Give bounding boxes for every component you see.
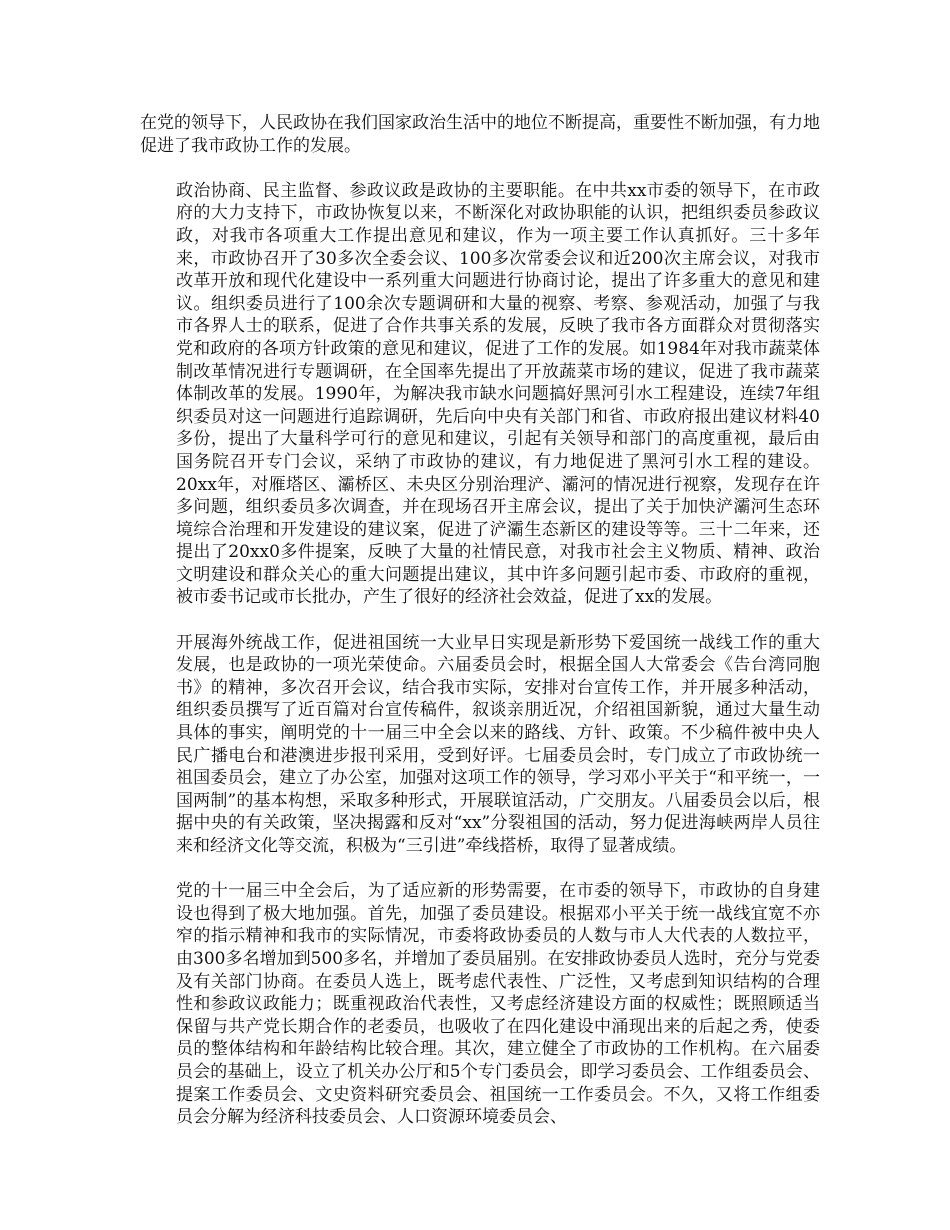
paragraph-spacer xyxy=(140,609,820,632)
paragraph-functions: 政治协商、民主监督、参政议政是政协的主要职能。在中共xx市委的领导下，在市政府的大力支持下，市政协恢复以来，不断深化对政协职能的认识，把组织委员参政议政，对我市各项重大工作提出意见和建议，作为一项主要工作认真抓好。三十多年来，市政协召开了30多次全委会议、100多次常委会议和近200次主席会议，对我市改革开放和现代化建设中一系列重大问题进行协商讨论，提出了许多重大的意见和建议。组织委员进行了100余次专题调研和大量的视察、考察、参观活动，加强了与我市各界人士的联系，促进了合作共事关系的发展，反映了我市各方面群众对贯彻落实党和政府的各项方针政策的意见和建议，促进了工作的发展。如1984年对我市蔬菜体制改革情况进行专题调研，在全国率先提出了开放蔬菜市场的建议，促进了我市蔬菜体制改革的发展。1990年，为解决我市缺水问题搞好黑河引水工程建设，连续7年组织委员对这一问题进行追踪调研，先后向中央有关部门和省、市政府报出建议材料40多份，提出了大量科学可行的意见和建议，引起有关领导和部门的高度重视，最后由国务院召开专门会议，采纳了市政协的建议，有力地促进了黑河引水工程的建设。20xx年，对雁塔区、灞桥区、未央区分别治理浐、灞河的情况进行视察，发现存在许多问题，组织委员多次调查，并在现场召开主席会议，提出了关于加快浐灞河生态环境综合治理和开发建设的建议案，促进了浐灞生态新区的建设等等。三十二年来，还提出了20xx0多件提案，反映了大量的社情民意，对我市社会主义物质、精神、政治文明建设和群众关心的重大问题提出建议，其中许多问题引起市委、市政府的重视，被市委书记或市长批办，产生了很好的经济社会效益，促进了xx的发展。 xyxy=(176,180,820,608)
paragraph-spacer xyxy=(140,157,820,180)
paragraph-self-building: 党的十一届三中全会后，为了适应新的形势需要，在市委的领导下，市政协的自身建设也得到了极大地加强。首先，加强了委员建设。根据邓小平关于统一战线宜宽不亦窄的指示精神和我市的实际情况，市委将政协委员的人数与市人大代表的人数拉平，由300多名增加到500多名，并增加了委员届别。在安排政协委员人选时，充分与党委及有关部门协商。在委员人选上，既考虑代表性、广泛性，又考虑到知识结构的合理性和参政议政能力；既重视政治代表性，又考虑经济建设方面的权威性；既照顾适当保留与共产党长期合作的老委员，也吸收了在四化建设中涌现出来的后起之秀，使委员的整体结构和年龄结构比较合理。其次，建立健全了市政协的工作机构。在六届委员会的基础上，设立了机关办公厅和5个专门委员会，即学习委员会、工作组委员会、提案工作委员会、文史资料研究委员会、祖国统一工作委员会。不久，又将工作组委员会分解为经济科技委员会、人口资源环境委员会、 xyxy=(176,881,820,1128)
document-page xyxy=(140,112,820,1129)
paragraph-spacer xyxy=(140,858,820,881)
paragraph-overseas-work: 开展海外统战工作，促进祖国统一大业早日实现是新形势下爱国统一战线工作的重大发展，也是政协的一项光荣使命。六届委员会时，根据全国人大常委会《告台湾同胞书》的精神，多次召开会议，结合我市实际，安排对台宣传工作，并开展多种活动，组织委员撰写了近百篇对台宣传稿件，叙谈亲朋近况，介绍祖国新貌，通过大量生动具体的事实，阐明党的十一届三中全会以来的路线、方针、政策。不少稿件被中央人民广播电台和港澳进步报刊采用，受到好评。七届委员会时，专门成立了市政协统一祖国委员会，建立了办公室，加强对这项工作的领导，学习邓小平关于“和平统一，一国两制”的基本构想，采取多种形式，开展联谊活动，广交朋友。八届委员会以后，根据中央的有关政策，坚决揭露和反对“xx”分裂祖国的活动，努力促进海峡两岸人员往来和经济文化等交流，积极为“三引进”牵线搭桥，取得了显著成绩。 xyxy=(176,632,820,856)
paragraph-continuation: 在党的领导下，人民政协在我们国家政治生活中的地位不断提高，重要性不断加强，有力地促进了我市政协工作的发展。 xyxy=(140,113,820,156)
